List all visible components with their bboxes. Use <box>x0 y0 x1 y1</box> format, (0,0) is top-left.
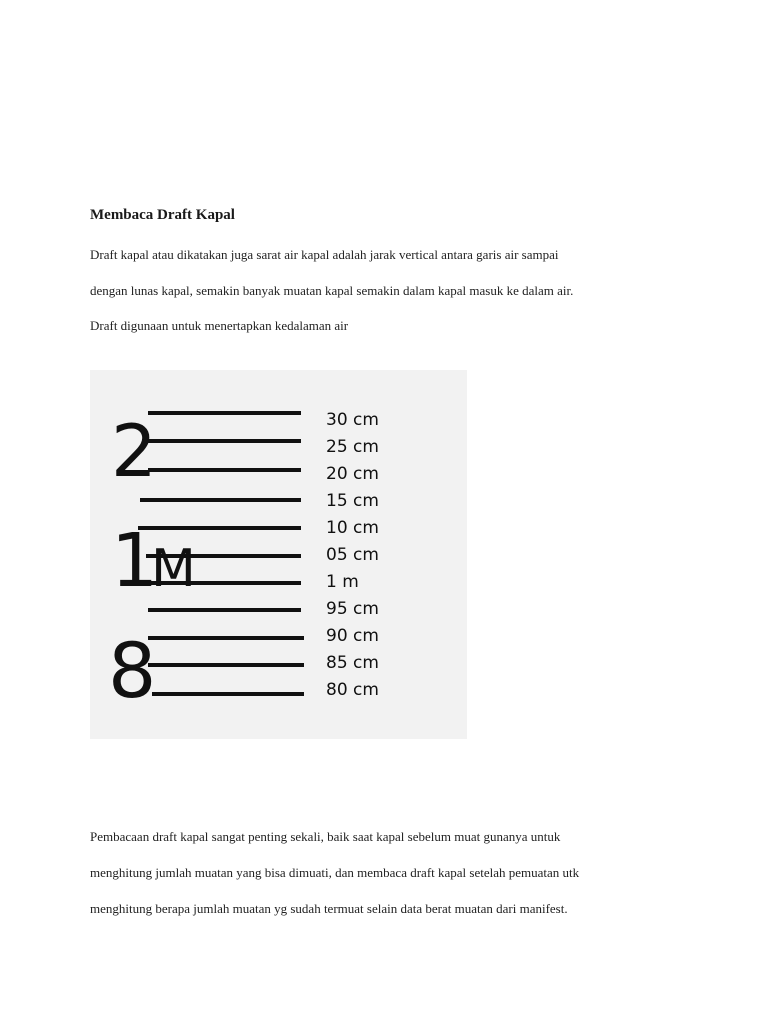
draft-marks-figure <box>90 370 467 739</box>
scale-label: 30 cm <box>326 410 379 430</box>
draft-numeral-8: 8 <box>108 626 157 715</box>
intro-line-2: dengan lunas kapal, semakin banyak muatan kapal semakin dalam kapal masuk ke dalam air. <box>90 283 574 298</box>
scale-label: 85 cm <box>326 653 379 673</box>
body-line-1: Pembacaan draft kapal sangat penting sekali, baik saat kapal sebelum muat gunanya untuk <box>90 829 561 844</box>
scale-label: 95 cm <box>326 599 379 619</box>
draft-numeral-1: 1 <box>111 518 159 604</box>
draft-letter-m: M <box>151 539 196 599</box>
scale-label: 05 cm <box>326 545 379 565</box>
intro-line-1: Draft kapal atau dikatakan juga sarat air kapal adalah jarak vertical antara garis air sampai <box>90 247 559 262</box>
scale-label: 90 cm <box>326 626 379 646</box>
body-line-2: menghitung jumlah muatan yang bisa dimuati, dan membaca draft kapal setelah pemuatan utk <box>90 865 580 880</box>
intro-line-3: Draft digunaan untuk menertapkan kedalaman air <box>90 318 349 333</box>
scale-label: 25 cm <box>326 437 379 457</box>
scale-label: 10 cm <box>326 518 379 538</box>
body-line-3: menghitung berapa jumlah muatan yg sudah termuat selain data berat muatan dari manifest. <box>90 901 568 916</box>
section-heading: Membaca Draft Kapal <box>90 207 235 223</box>
draft-numeral-2: 2 <box>111 409 157 493</box>
scale-label: 15 cm <box>326 491 379 511</box>
scale-label: 20 cm <box>326 464 379 484</box>
draft-marks-illustration <box>90 370 467 739</box>
scale-label: 80 cm <box>326 680 379 700</box>
scale-label: 1 m <box>326 572 359 592</box>
